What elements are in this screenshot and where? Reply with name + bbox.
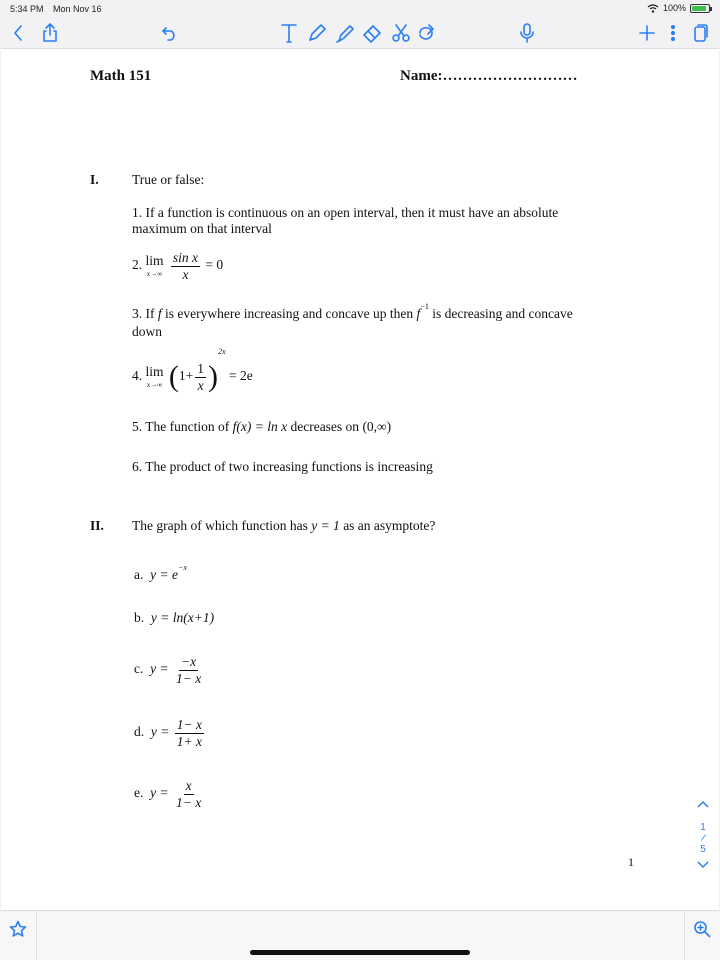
option-e-denominator: 1− x [175, 794, 202, 810]
highlighter-icon[interactable] [334, 18, 356, 48]
status-right [647, 3, 710, 13]
page-navigator [686, 800, 720, 883]
q5-text-b: decreases on [290, 419, 360, 434]
chevron-up-icon[interactable] [686, 800, 720, 822]
q5-interval: (0,∞) [362, 419, 392, 434]
status-time: 5:34 PM [10, 4, 44, 14]
star-icon[interactable] [6, 914, 30, 944]
q1-line1: If a function is continuous on an open interval, then it must have an absolute [145, 205, 559, 220]
q2-numerator: sin x [172, 250, 199, 265]
share-icon[interactable] [38, 18, 62, 48]
undo-icon[interactable] [158, 18, 182, 48]
q1-number: 1. [132, 205, 143, 220]
option-b-expr: y = ln(x+1) [150, 610, 215, 625]
q6-text: The product of two increasing functions is increasing [145, 459, 433, 474]
microphone-icon[interactable] [516, 18, 538, 48]
wifi-icon [647, 4, 659, 13]
page-number: 1 [628, 855, 634, 869]
option-d-fraction [175, 717, 204, 749]
text-tool-icon[interactable] [278, 18, 300, 48]
more-vertical-icon[interactable] [664, 18, 682, 48]
q4-limit [146, 365, 164, 389]
option-d-denominator: 1+ x [176, 733, 202, 749]
option-b [134, 610, 214, 626]
pager-separator: / [699, 832, 707, 845]
q4-lim-text: lim [145, 364, 164, 380]
q3-text-c: is decreasing and concave [432, 306, 573, 321]
q3-text-b: is everywhere increasing and concave up then [165, 306, 414, 321]
question-6 [132, 459, 433, 475]
q4-numerator: 1 [197, 361, 205, 376]
section2-asymptote: y = 1 [311, 518, 340, 533]
q4-rhs: = 2e [228, 368, 253, 384]
pen-icon[interactable] [306, 18, 328, 48]
option-d-lhs: y = [150, 724, 170, 740]
option-e-fraction [174, 778, 203, 810]
question-3-line1 [132, 302, 573, 322]
status-date: Mon Nov 16 [53, 4, 102, 14]
q1-line2: maximum on that interval [132, 221, 272, 236]
option-c-lhs: y = [150, 661, 169, 677]
shapes-icon[interactable] [416, 18, 438, 48]
option-c-fraction [174, 654, 203, 686]
chevron-down-icon[interactable] [686, 861, 720, 883]
question-5 [132, 419, 391, 435]
q2-rhs: = 0 [205, 257, 224, 273]
q5-function: f(x) = ln x [232, 419, 288, 434]
option-e-label: e. [134, 785, 144, 801]
option-c-label: c. [134, 661, 144, 677]
course-title: Math 151 [90, 68, 152, 84]
document-page [1, 48, 719, 911]
option-d [134, 717, 206, 749]
chevron-left-icon[interactable] [8, 18, 28, 48]
q3-line2: down [132, 324, 162, 339]
q4-number: 4. [132, 368, 143, 384]
q3-f: f [157, 306, 162, 321]
option-a [134, 563, 187, 583]
toolbar [0, 18, 720, 48]
option-e [134, 778, 205, 810]
section2-prompt-a: The graph of which function has [132, 518, 308, 533]
q3-text-a: If [145, 306, 155, 321]
section2-prompt-b: as an asymptote? [343, 518, 436, 533]
q5-text-a: The function of [145, 419, 230, 434]
option-c-numerator: −x [181, 654, 197, 669]
bottom-divider-left [36, 912, 37, 960]
option-a-expr: y = e [150, 567, 178, 582]
option-d-numerator: 1− x [176, 717, 202, 732]
section2-prompt [132, 518, 435, 534]
section2-label: II. [90, 518, 104, 533]
pager-total: 5 [700, 844, 706, 855]
option-c [134, 654, 205, 686]
q5-number: 5. [132, 419, 143, 434]
status-bar [0, 0, 720, 18]
option-e-numerator: x [185, 778, 192, 793]
bottom-divider-right [684, 912, 685, 960]
option-e-lhs: y = [150, 785, 169, 801]
battery-icon [690, 4, 710, 13]
home-indicator [250, 950, 470, 955]
q2-limit [146, 254, 164, 278]
name-field: Name:……………………… [400, 68, 578, 84]
question-4: 4. lim x→∞ (1+ $\frac{1}{x}$ )$^{2x}$ = 2e [132, 347, 253, 394]
question-2 [132, 250, 223, 282]
q3-superscript: −1 [420, 302, 429, 311]
q4-denominator: x [197, 377, 204, 393]
option-d-label: d. [134, 724, 145, 740]
q4-lim-sub: x→∞ [146, 380, 163, 389]
eraser-icon[interactable] [361, 18, 383, 48]
pager-current: 1 [700, 822, 706, 833]
q2-lim-sub: x→∞ [146, 269, 163, 278]
option-c-denominator: 1− x [175, 670, 202, 686]
q2-number: 2. [132, 257, 143, 273]
plus-icon[interactable] [636, 18, 658, 48]
q4-fraction [195, 361, 206, 393]
q4-exponent: 2x [218, 347, 226, 356]
lasso-icon[interactable] [390, 18, 412, 48]
question-1 [132, 205, 558, 221]
option-b-label: b. [134, 610, 145, 625]
q2-fraction [171, 250, 200, 282]
section1-prompt: True or false: [132, 172, 205, 187]
section1-label: I. [90, 172, 99, 187]
option-a-exponent: −x [177, 563, 187, 572]
q3-number: 3. [132, 306, 143, 321]
pages-icon[interactable] [690, 18, 712, 48]
battery-percent: 100% [662, 3, 686, 13]
zoom-icon[interactable] [690, 914, 714, 944]
option-a-label: a. [134, 567, 144, 582]
q4-one-plus: 1+ [178, 368, 194, 384]
q2-denominator: x [182, 266, 189, 282]
q2-lim-text: lim [145, 253, 164, 269]
q6-number: 6. [132, 459, 143, 474]
q3-f-inverse: f [416, 306, 421, 321]
